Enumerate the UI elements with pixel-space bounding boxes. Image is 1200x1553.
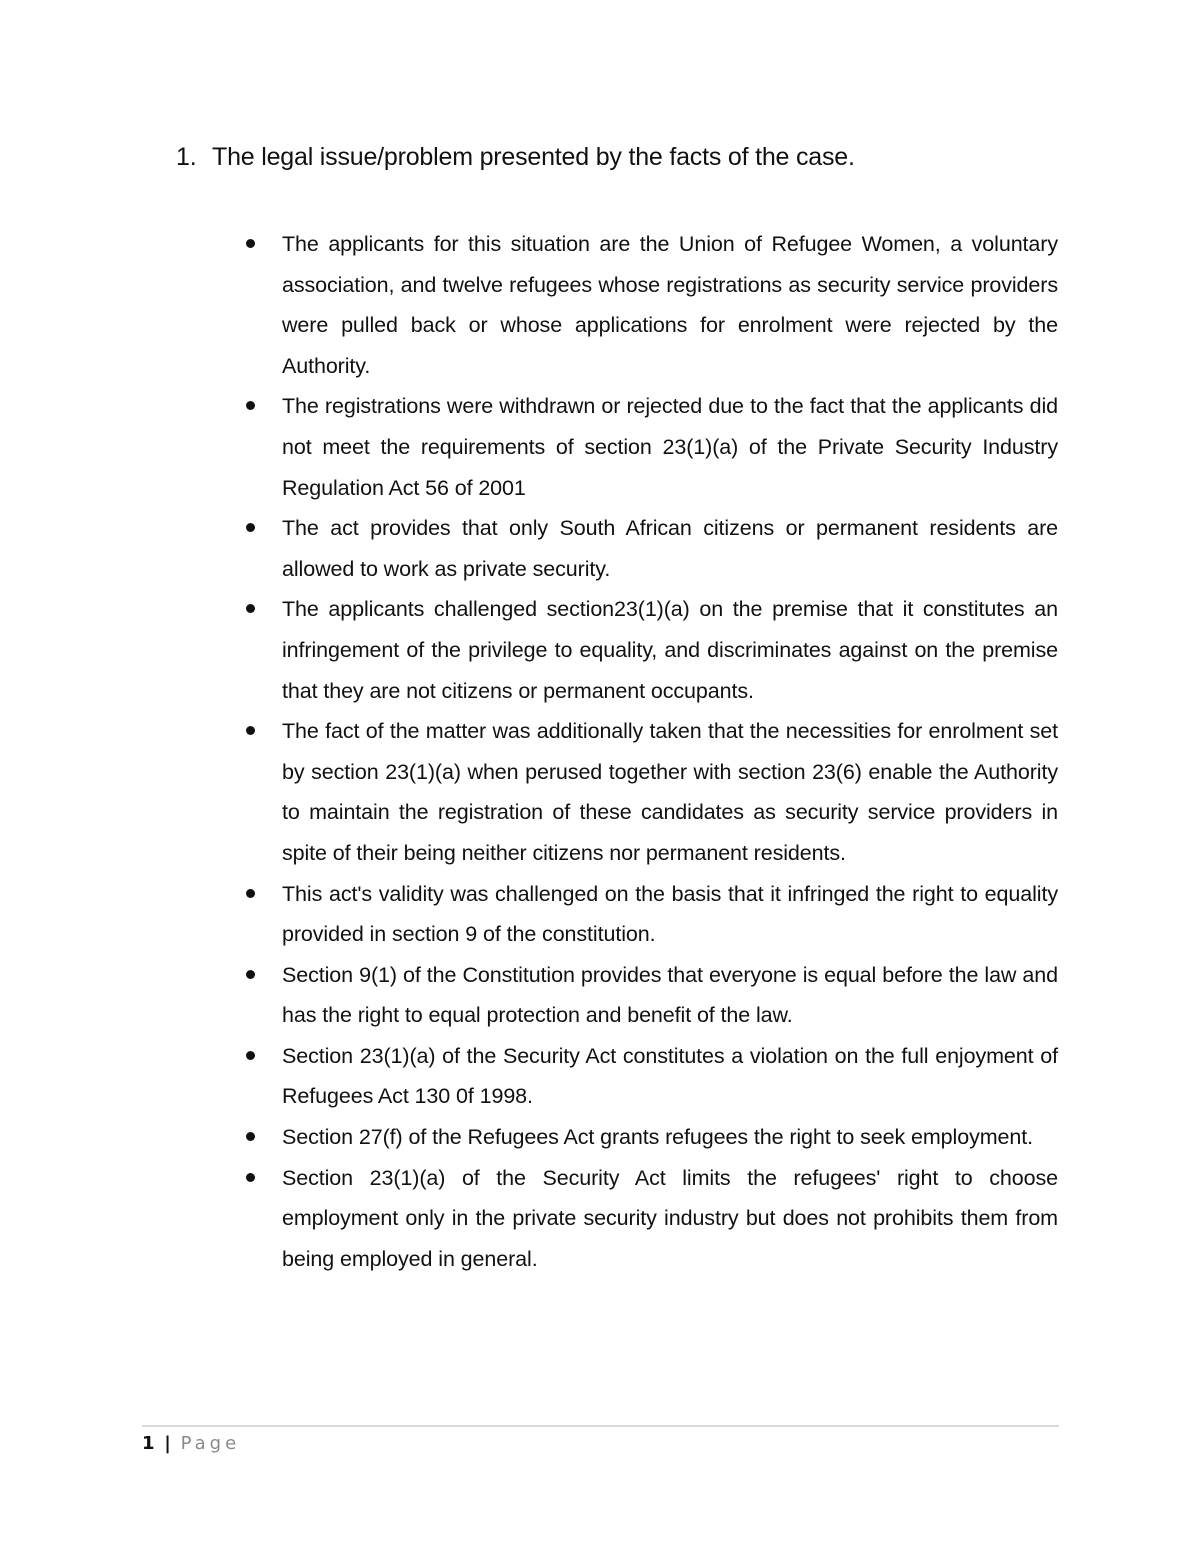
page-label: Page: [180, 1433, 241, 1454]
list-item: [242, 224, 1058, 386]
page-footer: [142, 1433, 240, 1454]
list-item-text: Section 23(1)(a) of the Security Act limits the refugees' right to choose employment only in the private security industry but does not prohibits them from being employed in general.: [282, 1165, 1058, 1271]
bullet-icon: [246, 523, 255, 532]
bullet-icon: [246, 726, 255, 735]
list-item: [242, 955, 1058, 1036]
section-heading: [176, 143, 1076, 172]
list-item-text: The act provides that only South African citizens or permanent residents are allowed to work as private security.: [282, 516, 1058, 581]
bullet-icon: [246, 970, 255, 979]
list-item-text: The fact of the matter was additionally taken that the necessities for enrolment set by section 23(1)(a) when perused together with section 23(6) enable the Authority to maintain the registration of these candidates as security service providers in spite of their being neither citizens nor permanent residents.: [282, 719, 1058, 865]
list-item: [242, 508, 1058, 589]
bullet-list: [242, 224, 1058, 1279]
list-item: [242, 386, 1058, 508]
bullet-icon: [246, 401, 255, 410]
bullet-icon: [246, 604, 255, 613]
list-item: [242, 1117, 1058, 1158]
footer-separator: |: [164, 1433, 171, 1454]
list-item-text: The registrations were withdrawn or rejected due to the fact that the applicants did not meet the requirements of section 23(1)(a) of the Private Security Industry Regulation Act 56 of 2001: [282, 394, 1058, 500]
list-item: [242, 1036, 1058, 1117]
list-item-text: Section 27(f) of the Refugees Act grants refugees the right to seek employment.: [282, 1125, 1033, 1150]
section-heading-text: The legal issue/problem presented by the facts of the case.: [212, 143, 855, 171]
list-item-text: Section 23(1)(a) of the Security Act constitutes a violation on the full enjoyment of Refugees Act 130 0f 1998.: [282, 1043, 1058, 1109]
footer-divider: [142, 1425, 1059, 1427]
list-item: [242, 874, 1058, 955]
bullet-icon: [246, 239, 255, 248]
list-item: [242, 589, 1058, 711]
list-item: [242, 711, 1058, 873]
list-item-text: This act's validity was challenged on the basis that it infringed the right to equality provided in section 9 of the constitution.: [282, 881, 1058, 947]
bullet-icon: [246, 1132, 255, 1141]
list-item-text: The applicants challenged section23(1)(a) on the premise that it constitutes an infringement of the privilege to equality, and discriminates against on the premise that they are not citizens or permanent occupants.: [282, 597, 1058, 703]
bullet-icon: [246, 889, 255, 898]
list-item-text: The applicants for this situation are the Union of Refugee Women, a voluntary association, and twelve refugees whose registrations as security service providers were pulled back or whose applications for enrolment were rejected by the Authority.: [282, 232, 1058, 378]
page-number: 1: [142, 1433, 155, 1454]
section-number: 1.: [176, 143, 197, 171]
bullet-icon: [246, 1051, 255, 1060]
list-item-text: Section 9(1) of the Constitution provides that everyone is equal before the law and has the right to equal protection and benefit of the law.: [282, 962, 1058, 1028]
list-item: [242, 1158, 1058, 1280]
bullet-icon: [246, 1173, 255, 1182]
